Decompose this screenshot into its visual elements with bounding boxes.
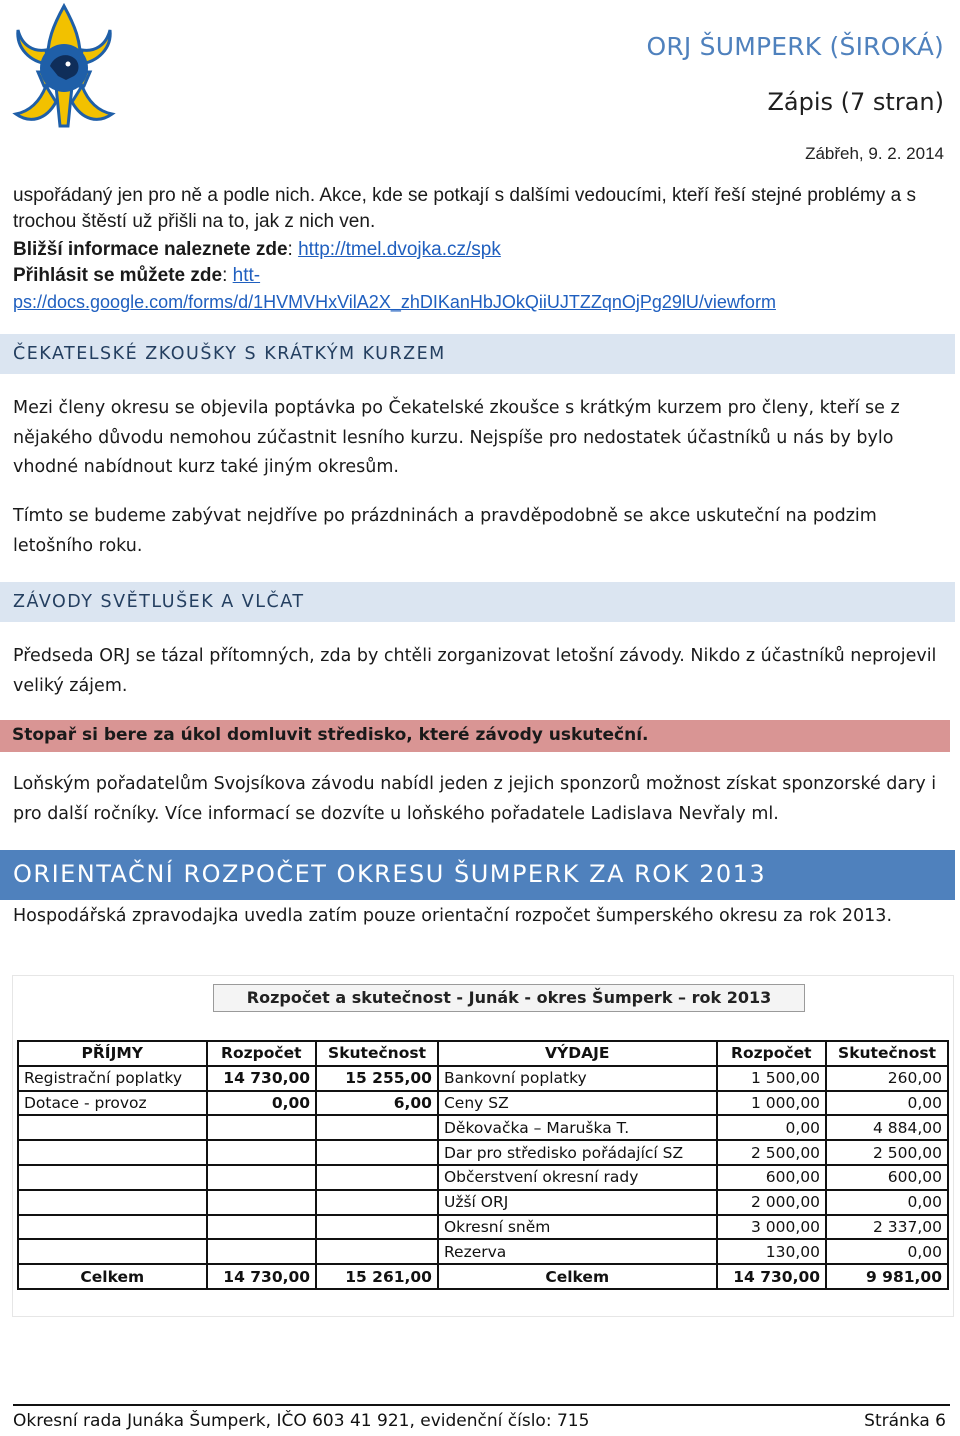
signup-label: Přihlásit se můžete zde <box>13 265 223 286</box>
cell: 0,00 <box>826 1239 948 1264</box>
cell <box>18 1140 207 1165</box>
document-title: Zápis (7 stran) <box>767 88 944 116</box>
cell <box>316 1165 438 1190</box>
cell <box>18 1115 207 1140</box>
section-rozpocet <box>0 850 955 900</box>
task-highlight <box>0 720 950 752</box>
cell: 2 000,00 <box>717 1190 827 1215</box>
cell: 600,00 <box>826 1165 948 1190</box>
cell: Bankovní poplatky <box>438 1066 717 1091</box>
signup-link-part1[interactable]: htt- <box>232 265 261 286</box>
col-header: Skutečnost <box>316 1041 438 1066</box>
cell: Děkovačka – Maruška T. <box>438 1115 717 1140</box>
cell: 130,00 <box>717 1239 827 1264</box>
table-total-row <box>18 1264 948 1289</box>
cell <box>316 1115 438 1140</box>
cell <box>207 1190 317 1215</box>
cell <box>316 1140 438 1165</box>
cell: 600,00 <box>717 1165 827 1190</box>
cell: 6,00 <box>316 1091 438 1116</box>
cell: 0,00 <box>826 1190 948 1215</box>
paragraph: Tímto se budeme zabývat nejdříve po prázdninách a pravděpodobně se akce uskuteční na podzim letošního roku. <box>13 506 877 556</box>
cell: Celkem <box>438 1264 717 1289</box>
task-text: Stopař si bere za úkol domluvit středisko, které závody uskuteční. <box>12 725 649 745</box>
footer-text: Okresní rada Junáka Šumperk, IČO 603 41 921, evidenční číslo: 715 <box>13 1411 590 1431</box>
cell: 2 500,00 <box>717 1140 827 1165</box>
paragraph: Loňským pořadatelům Svojsíkova závodu nabídl jeden z jejich sponzorů možnost získat sponzorské dary i pro další ročníky. Více informací se dozvíte u loňského pořadatele Ladislava Nevřaly ml. <box>13 774 937 824</box>
col-header: Skutečnost <box>826 1041 948 1066</box>
cell: Celkem <box>18 1264 207 1289</box>
cell: 1 000,00 <box>717 1091 827 1116</box>
signup-separator: : <box>222 265 233 286</box>
cell: 260,00 <box>826 1066 948 1091</box>
organization-name: ORJ ŠUMPERK (ŠIROKÁ) <box>646 32 944 61</box>
cell: 9 981,00 <box>826 1264 948 1289</box>
paragraph: Hospodářská zpravodajka uvedla zatím pouze orientační rozpočet šumperského okresu za rok 2013. <box>13 906 893 926</box>
section-title: ČEKATELSKÉ ZKOUŠKY S KRÁTKÝM KURZEM <box>13 344 446 364</box>
col-header: Rozpočet <box>717 1041 827 1066</box>
cell: 4 884,00 <box>826 1115 948 1140</box>
table-row <box>18 1115 948 1140</box>
table-row <box>18 1215 948 1240</box>
info-separator: : <box>287 239 299 260</box>
cell: 3 000,00 <box>717 1215 827 1240</box>
cell: Užší ORJ <box>438 1190 717 1215</box>
place-date: Zábřeh, 9. 2. 2014 <box>805 144 944 163</box>
intro-paragraph: uspořádaný jen pro ně a podle nich. Akce, kde se potkají s dalšími vedoucími, kteří řeší stejné problémy a s trochou štěstí už přišli na to, jak z nich ven. <box>13 185 916 232</box>
budget-table <box>17 1040 949 1290</box>
cell: 14 730,00 <box>207 1264 317 1289</box>
cell <box>316 1239 438 1264</box>
table-row <box>18 1239 948 1264</box>
cell: 2 500,00 <box>826 1140 948 1165</box>
signup-line <box>13 263 940 289</box>
cell <box>207 1215 317 1240</box>
section-cekatelske-zkousky <box>0 334 955 374</box>
paragraph: Mezi členy okresu se objevila poptávka po Čekatelské zkoušce s krátkým kurzem pro členy, kteří se z nějakého důvodu nemohou zúčastnit lesního kurzu. Nejspíše pro nedostatek účastníků u nás by bylo vhodné nabídnout kurz také jiným okresům. <box>13 398 900 477</box>
cell <box>316 1215 438 1240</box>
info-label: Bližší informace naleznete zde <box>13 239 288 260</box>
table-row <box>18 1066 948 1091</box>
cell: Registrační poplatky <box>18 1066 207 1091</box>
cell <box>316 1190 438 1215</box>
section-zavody <box>0 582 955 622</box>
section-title: ZÁVODY SVĚTLUŠEK A VLČAT <box>13 592 305 612</box>
table-header-row <box>18 1041 948 1066</box>
signup-link-part2[interactable]: ps://docs.google.com/forms/d/1HVMVHxVilA2X_zhDIKanHbJOkQiiUJTZZqnOjPg29lU/viewform <box>13 292 776 312</box>
info-link[interactable]: http://tmel.dvojka.cz/spk <box>298 239 501 260</box>
section-title: ORIENTAČNÍ ROZPOČET OKRESU ŠUMPERK ZA ROK 2013 <box>13 860 767 888</box>
cell: Okresní sněm <box>438 1215 717 1240</box>
cell: Ceny SZ <box>438 1091 717 1116</box>
cell <box>207 1140 317 1165</box>
signup-link-line <box>13 288 940 319</box>
cell: 14 730,00 <box>207 1066 317 1091</box>
cell <box>18 1165 207 1190</box>
col-header: Rozpočet <box>207 1041 317 1066</box>
budget-title: Rozpočet a skutečnost - Junák - okres Šumperk – rok 2013 <box>213 984 805 1012</box>
cell <box>18 1190 207 1215</box>
table-row <box>18 1190 948 1215</box>
cell: Dar pro středisko pořádající SZ <box>438 1140 717 1165</box>
col-header: VÝDAJE <box>438 1041 717 1066</box>
table-row <box>18 1091 948 1116</box>
cell: 14 730,00 <box>717 1264 827 1289</box>
cell: 0,00 <box>207 1091 317 1116</box>
cell <box>207 1239 317 1264</box>
paragraph: Předseda ORJ se tázal přítomných, zda by chtěli zorganizovat letošní závody. Nikdo z účastníků neprojevil veliký zájem. <box>13 646 937 696</box>
cell: 0,00 <box>717 1115 827 1140</box>
cell: 15 261,00 <box>316 1264 438 1289</box>
cell <box>18 1239 207 1264</box>
table-row <box>18 1165 948 1190</box>
cell: Občerstvení okresní rady <box>438 1165 717 1190</box>
scout-lily-logo <box>8 2 120 134</box>
cell: 0,00 <box>826 1091 948 1116</box>
cell: 15 255,00 <box>316 1066 438 1091</box>
page-number: Stránka 6 <box>864 1411 946 1431</box>
table-row <box>18 1140 948 1165</box>
footer-divider <box>13 1404 950 1406</box>
cell <box>207 1115 317 1140</box>
col-header: PŘÍJMY <box>18 1041 207 1066</box>
cell: 1 500,00 <box>717 1066 827 1091</box>
cell: 2 337,00 <box>826 1215 948 1240</box>
cell: Dotace - provoz <box>18 1091 207 1116</box>
cell <box>207 1165 317 1190</box>
budget-table-figure <box>12 975 954 1317</box>
cell: Rezerva <box>438 1239 717 1264</box>
info-line <box>13 237 940 263</box>
cell <box>18 1215 207 1240</box>
